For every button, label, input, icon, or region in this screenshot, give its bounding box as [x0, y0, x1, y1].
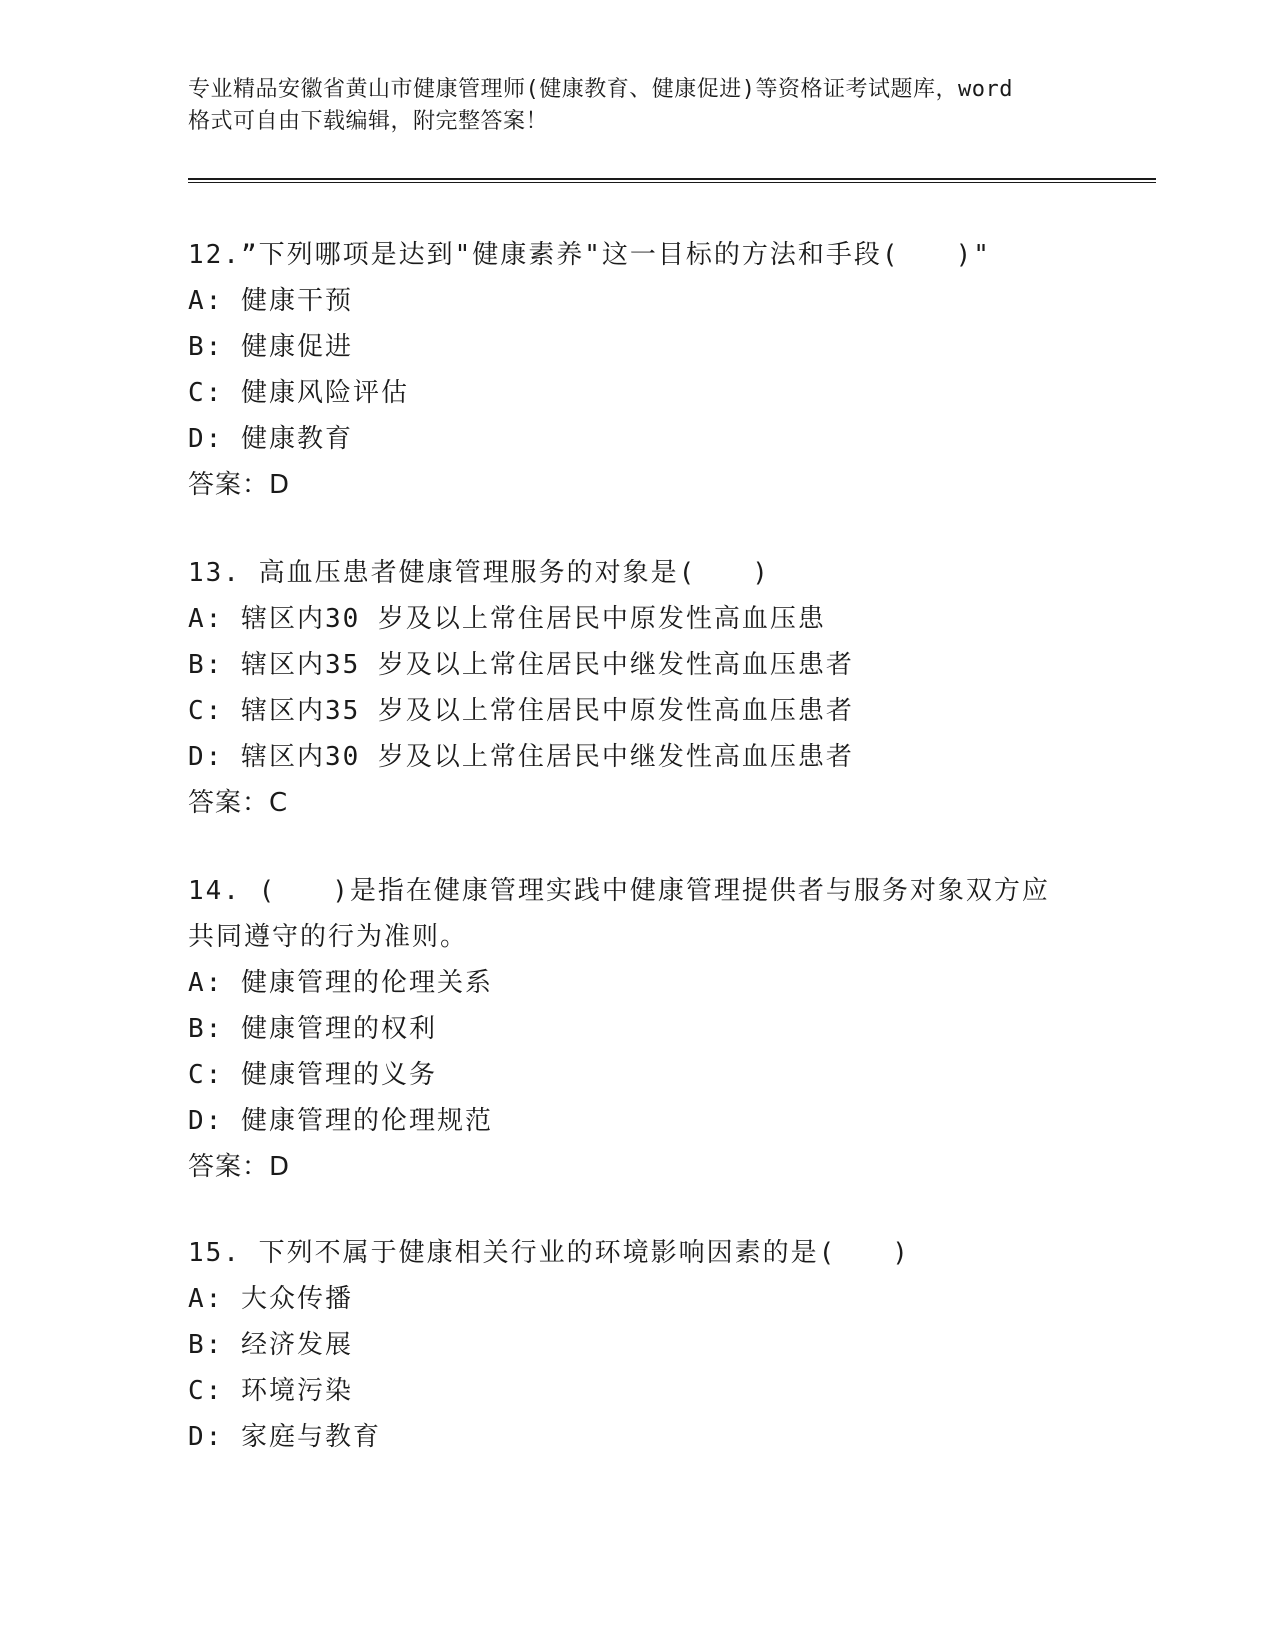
question-13 — [188, 550, 1088, 826]
option-d: D: 辖区内30 岁及以上常住居民中继发性高血压患者 — [188, 742, 854, 772]
header-line-2: 格式可自由下载编辑，附完整答案！ — [188, 109, 549, 134]
option-b: B: 辖区内35 岁及以上常住居民中继发性高血压患者 — [188, 650, 854, 680]
option-a: A: 健康干预 — [188, 286, 353, 316]
header-line-1: 专业精品安徽省黄山市健康管理师(健康教育、健康促进)等资格证考试题库，word — [188, 77, 1013, 102]
option-a: A: 辖区内30 岁及以上常住居民中原发性高血压患 — [188, 604, 826, 634]
option-b: B: 健康管理的权利 — [188, 1014, 437, 1044]
option-b: B: 经济发展 — [188, 1330, 353, 1360]
option-a: A: 大众传播 — [188, 1284, 353, 1314]
option-b: B: 健康促进 — [188, 332, 353, 362]
question-stem: 15. 下列不属于健康相关行业的环境影响因素的是( ) — [188, 1238, 910, 1268]
question-stem: 14. ( )是指在健康管理实践中健康管理提供者与服务对象双方应 — [188, 876, 1050, 906]
answer: 答案：C — [188, 788, 289, 818]
document-header — [188, 74, 1088, 138]
answer: 答案：D — [188, 1152, 291, 1182]
option-c: C: 环境污染 — [188, 1376, 353, 1406]
question-stem: 12.”下列哪项是达到"健康素养"这一目标的方法和手段( )" — [188, 240, 991, 270]
option-c: C: 健康风险评估 — [188, 378, 409, 408]
option-c: C: 辖区内35 岁及以上常住居民中原发性高血压患者 — [188, 696, 854, 726]
question-stem: 13. 高血压患者健康管理服务的对象是( ) — [188, 558, 770, 588]
answer: 答案：D — [188, 470, 291, 500]
question-14 — [188, 868, 1088, 1190]
option-d: D: 家庭与教育 — [188, 1422, 381, 1452]
option-c: C: 健康管理的义务 — [188, 1060, 437, 1090]
option-d: D: 健康管理的伦理规范 — [188, 1106, 493, 1136]
option-d: D: 健康教育 — [188, 424, 353, 454]
question-12 — [188, 232, 1088, 508]
question-15 — [188, 1230, 1088, 1460]
header-divider — [188, 178, 1156, 184]
question-stem-continued: 共同遵守的行为准则。 — [188, 922, 469, 952]
option-a: A: 健康管理的伦理关系 — [188, 968, 493, 998]
